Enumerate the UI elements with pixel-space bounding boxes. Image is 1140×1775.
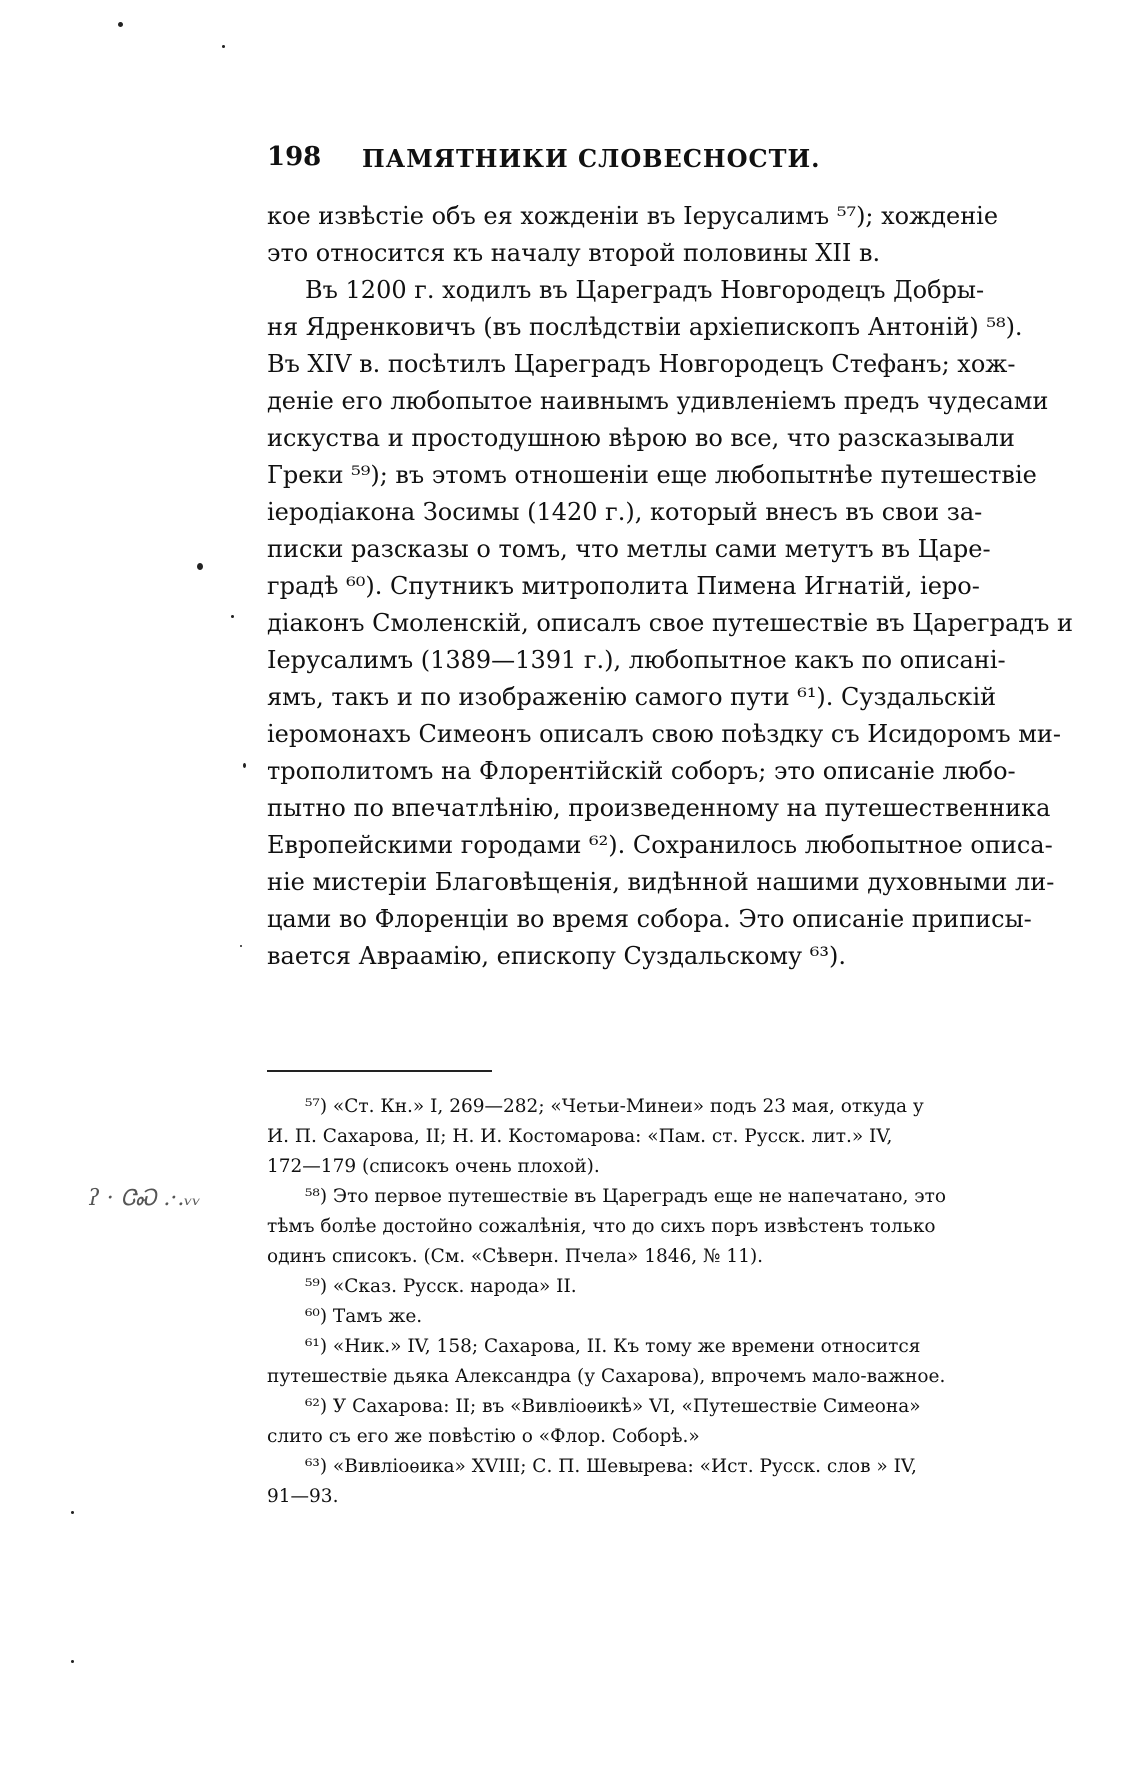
- text-line: цами во Флоренціи во время собора. Это описаніе приписы-: [267, 905, 1032, 933]
- text-line: писки разсказы о томъ, что метлы сами метутъ въ Царе-: [267, 535, 991, 563]
- text-line: градѣ ⁶⁰). Спутникъ митрополита Пимена Игнатій, іеро-: [267, 572, 980, 600]
- text-line: іеродіакона Зосимы (1420 г.), который внесъ въ свои за-: [267, 498, 983, 526]
- footnote-line: И. П. Сахарова, II; Н. И. Костомарова: «Пам. ст. Русск. лит.» IV,: [267, 1126, 893, 1147]
- page-header: [267, 142, 832, 182]
- margin-scribble: ʔ · ᏣᏍ .·.ᵥᵥ: [88, 1186, 201, 1211]
- footnotes: [267, 1092, 947, 1512]
- footnote-line: ⁶⁰) Тамъ же.: [305, 1306, 423, 1327]
- scan-speck: [71, 1660, 74, 1663]
- footnote-line: ⁵⁹) «Сказ. Русск. народа» II.: [305, 1276, 577, 1297]
- text-line: ня Ядренковичъ (въ послѣдствіи архіепископъ Антоній) ⁵⁸).: [267, 313, 1023, 341]
- footnote-line: одинъ списокъ. (См. «Сѣверн. Пчела» 1846, № 11).: [267, 1246, 764, 1267]
- page-number: 198: [267, 142, 322, 172]
- text-line: искуства и простодушною вѣрою во все, что разсказывали: [267, 424, 1015, 452]
- scan-speck: [240, 945, 242, 947]
- footnote-line: слито съ его же повѣстію о «Флор. Соборѣ.»: [267, 1426, 700, 1447]
- footnote-line: ⁵⁷) «Ст. Кн.» I, 269—282; «Четьи-Минеи» подъ 23 мая, откуда у: [305, 1096, 924, 1117]
- main-text: [267, 198, 1073, 975]
- text-line: пытно по впечатлѣнію, произведенному на путешественника: [267, 794, 1051, 822]
- text-line: ямъ, такъ и по изображенію самого пути ⁶¹). Суздальскій: [267, 683, 997, 711]
- scan-speck: [197, 563, 203, 570]
- footnote-line: 91—93.: [267, 1486, 339, 1507]
- text-line: Греки ⁵⁹); въ этомъ отношеніи еще любопытнѣе путешествіе: [267, 461, 1037, 489]
- footnote-line: ⁶³) «Вивліоѳика» XVIII; С. П. Шевырева: «Ист. Русск. слов » IV,: [305, 1456, 917, 1477]
- footnote-line: тѣмъ болѣе достойно сожалѣнія, что до сихъ поръ извѣстенъ только: [267, 1216, 936, 1237]
- footnote-line: путешествіе дьяка Александра (у Сахарова), впрочемъ мало-важное.: [267, 1366, 946, 1387]
- footnote-line: ⁶²) У Сахарова: II; въ «Вивліоѳикѣ» VI, «Путешествіе Симеона»: [305, 1396, 921, 1417]
- footnote-line: 172—179 (списокъ очень плохой).: [267, 1156, 600, 1177]
- scan-speck: [118, 22, 123, 27]
- footnote-line: ⁶¹) «Ник.» IV, 158; Сахарова, II. Къ тому же времени относится: [305, 1336, 921, 1357]
- text-line: это относится къ началу второй половины XII в.: [267, 239, 881, 267]
- text-line: трополитомъ на Флорентійскій соборъ; это описаніе любо-: [267, 757, 1016, 785]
- running-title: ПАМЯТНИКИ СЛОВЕСНОСТИ.: [362, 144, 821, 173]
- footnote-line: ⁵⁸) Это первое путешествіе въ Цареградъ еще не напечатано, это: [305, 1186, 947, 1207]
- scan-speck: [243, 763, 246, 768]
- text-line: Іерусалимъ (1389—1391 г.), любопытное какъ по описані-: [267, 646, 1006, 674]
- text-line: діаконъ Смоленскій, описалъ свое путешествіе въ Цареградъ и: [267, 609, 1073, 637]
- text-line: кое извѣстіе объ ея хожденіи въ Іерусалимъ ⁵⁷); хожденіе: [267, 202, 999, 230]
- text-line: Въ XIV в. посѣтилъ Цареградъ Новгородецъ Стефанъ; хож-: [267, 350, 1016, 378]
- scan-speck: [71, 1511, 74, 1514]
- text-line: вается Авраамію, епископу Суздальскому ⁶³).: [267, 942, 847, 970]
- text-line: ніе мистеріи Благовѣщенія, видѣнной нашими духовными ли-: [267, 868, 1055, 896]
- text-line: деніе его любопытое наивнымъ удивленіемъ предъ чудесами: [267, 387, 1049, 415]
- scan-speck: [231, 615, 234, 618]
- text-line: Въ 1200 г. ходилъ въ Цареградъ Новгородецъ Добры-: [305, 276, 985, 304]
- footnote-separator: [267, 1070, 492, 1072]
- text-line: іеромонахъ Симеонъ описалъ свою поѣздку съ Исидоромъ ми-: [267, 720, 1062, 748]
- scan-speck: [222, 45, 225, 48]
- text-line: Европейскими городами ⁶²). Сохранилось любопытное описа-: [267, 831, 1053, 859]
